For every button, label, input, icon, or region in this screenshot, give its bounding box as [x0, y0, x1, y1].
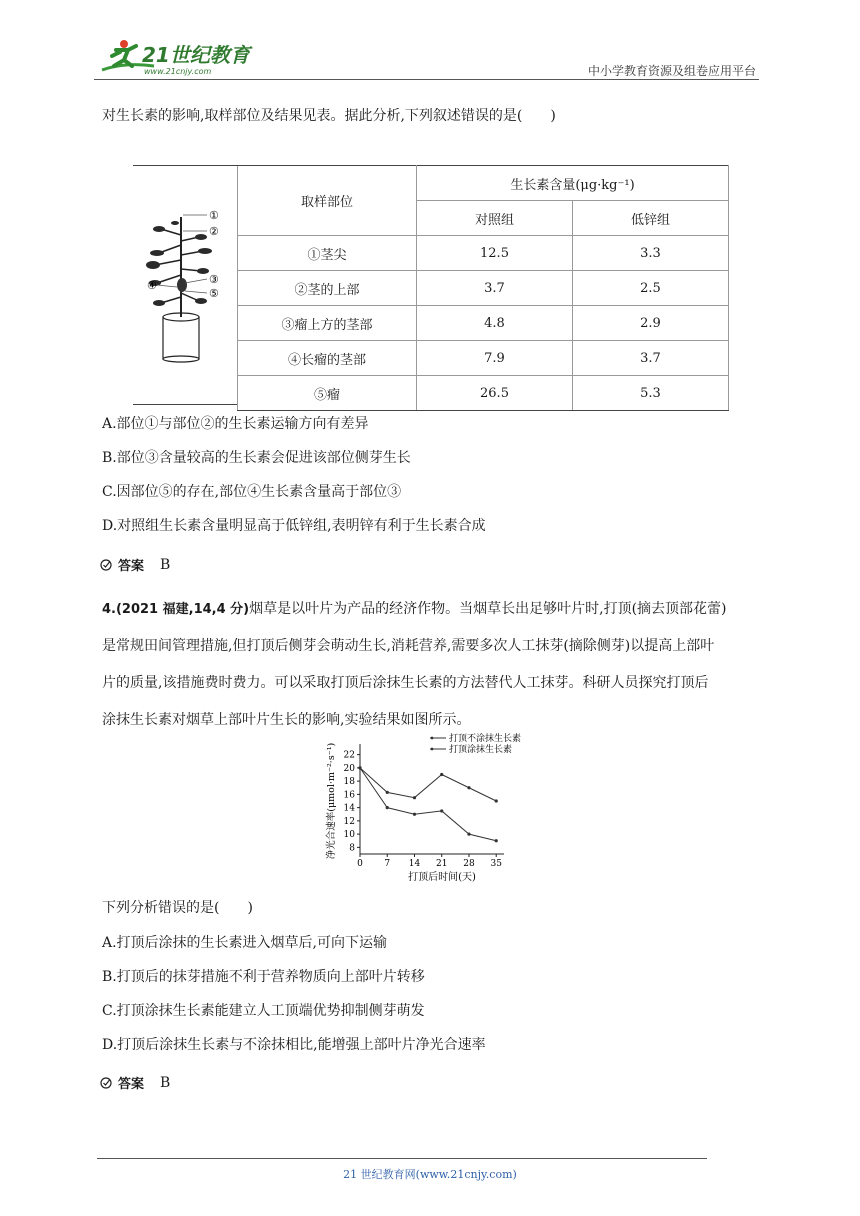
series-line [360, 768, 496, 801]
q3-answer [100, 555, 170, 574]
y-tick-label: 8 [349, 843, 355, 854]
cell-site: ②茎的上部 [238, 271, 417, 306]
data-point [495, 839, 498, 842]
q3-option-a: A.部位①与部位②的生长素运输方向有差异 [102, 416, 369, 432]
q3-intro: 对生长素的影响,取样部位及结果见表。据此分析,下列叙述错误的是( ) [102, 108, 556, 124]
platform-name: 中小学教育资源及组卷应用平台 [587, 64, 756, 78]
x-tick-label: 21 [436, 859, 448, 869]
answer-label: 答案 [118, 1077, 145, 1092]
x-tick-label: 0 [357, 859, 363, 869]
label-3: ③ [209, 273, 219, 286]
cell-site: ①茎尖 [238, 236, 417, 271]
series-line [360, 768, 496, 841]
label-2: ② [209, 225, 219, 238]
cell-lowzinc: 2.5 [573, 271, 729, 306]
answer-check-icon [100, 1077, 112, 1089]
cell-control: 12.5 [417, 236, 573, 271]
q4-answer [100, 1073, 170, 1092]
site-logo [94, 36, 264, 80]
y-tick-label: 20 [343, 763, 355, 774]
cell-lowzinc: 5.3 [573, 376, 729, 411]
x-axis-label: 打顶后时间(天) [408, 872, 476, 883]
header-control: 对照组 [417, 201, 573, 236]
data-point [358, 766, 361, 769]
table-row [238, 341, 729, 376]
logo-sub: www.21cnjy.com [144, 67, 212, 76]
table-row [238, 271, 729, 306]
y-tick-label: 18 [343, 777, 355, 788]
y-tick-label: 16 [343, 790, 355, 801]
q4-line1 [102, 599, 727, 620]
table-bottom-rule [133, 404, 237, 405]
plant-figure [135, 205, 235, 365]
q4-source: 4.(2021 福建,14,4 分) [102, 602, 250, 617]
q4-option-c: C.打顶涂抹生长素能建立人工顶端优势抑制侧芽萌发 [102, 1003, 425, 1019]
y-axis-label: 净光合速率(μmol·m⁻²·s⁻¹) [326, 742, 337, 860]
table-row [238, 236, 729, 271]
legend-label: 打顶涂抹生长素 [449, 745, 513, 755]
q4-line2: 是常规田间管理措施,但打顶后侧芽会萌动生长,消耗营养,需要多次人工抹芽(摘除侧芽)以提高上部叶 [102, 638, 715, 654]
table-row [238, 306, 729, 341]
y-tick-label: 10 [343, 830, 355, 841]
label-4: ④ [147, 279, 157, 292]
header-auxin: 生长素含量(μg·kg⁻¹) [417, 166, 729, 201]
cell-control: 7.9 [417, 341, 573, 376]
q4-option-b: B.打顶后的抹芽措施不利于营养物质向上部叶片转移 [102, 969, 425, 985]
header-site: 取样部位 [238, 166, 417, 236]
cell-lowzinc: 2.9 [573, 306, 729, 341]
answer-label: 答案 [118, 559, 145, 574]
y-tick-label: 12 [343, 816, 355, 827]
x-tick-label: 35 [490, 859, 502, 869]
cell-lowzinc: 3.3 [573, 236, 729, 271]
q4-line1-text: 烟草是以叶片为产品的经济作物。当烟草长出足够叶片时,打顶(摘去顶部花蕾) [249, 601, 727, 617]
legend-label: 打顶不涂抹生长素 [449, 734, 522, 744]
data-point [413, 813, 416, 816]
photosynthesis-chart [322, 730, 544, 890]
q4-option-a: A.打顶后涂抹的生长素进入烟草后,可向下运输 [102, 935, 388, 951]
q3-option-c: C.因部位⑤的存在,部位④生长素含量高于部位③ [102, 484, 402, 500]
cell-lowzinc: 3.7 [573, 341, 729, 376]
answer-check-icon [100, 559, 112, 571]
auxin-table [237, 165, 729, 411]
legend-marker [431, 748, 434, 751]
y-tick-label: 22 [343, 750, 355, 761]
header-lowzinc: 低锌组 [573, 201, 729, 236]
label-1: ① [209, 209, 219, 222]
q3-option-b: B.部位③含量较高的生长素会促进该部位侧芽生长 [102, 450, 411, 466]
q3-option-d: D.对照组生长素含量明显高于低锌组,表明锌有利于生长素合成 [102, 518, 486, 534]
q4-option-d: D.打顶后涂抹生长素与不涂抹相比,能增强上部叶片净光合速率 [102, 1037, 486, 1053]
potted-plant-icon [135, 205, 235, 365]
runner-logo-icon [94, 36, 264, 80]
data-point [495, 799, 498, 802]
data-point [467, 786, 470, 789]
label-5: ⑤ [209, 287, 219, 300]
x-tick-label: 14 [408, 859, 421, 869]
answer-value: B [160, 1074, 171, 1091]
cell-control: 4.8 [417, 306, 573, 341]
header-divider [94, 79, 759, 80]
data-point [467, 833, 470, 836]
y-tick-label: 14 [343, 803, 355, 814]
logo-text: 21世纪教育 [142, 43, 250, 67]
q4-line3: 片的质量,该措施费时费力。可以采取打顶后涂抹生长素的方法替代人工抹芽。科研人员探究打顶后 [102, 675, 709, 691]
x-tick-label: 7 [384, 859, 391, 869]
data-point [413, 796, 416, 799]
footer-text: 21 世纪教育网(www.21cnjy.com) [343, 1168, 517, 1181]
data-point [440, 809, 443, 812]
table-row [238, 376, 729, 411]
footer-divider [97, 1158, 707, 1159]
line-chart-svg [322, 730, 544, 890]
cell-control: 3.7 [417, 271, 573, 306]
data-point [440, 773, 443, 776]
table-top-rule [133, 165, 237, 166]
cell-site: ④长瘤的茎部 [238, 341, 417, 376]
x-tick-label: 28 [463, 859, 475, 869]
q4-line4: 涂抹生长素对烟草上部叶片生长的影响,实验结果如图所示。 [102, 712, 471, 728]
answer-value: B [160, 556, 171, 573]
q4-question: 下列分析错误的是( ) [102, 900, 253, 916]
cell-control: 26.5 [417, 376, 573, 411]
legend-marker [431, 737, 434, 740]
data-point [386, 791, 389, 794]
cell-site: ③瘤上方的茎部 [238, 306, 417, 341]
data-point [386, 806, 389, 809]
cell-site: ⑤瘤 [238, 376, 417, 411]
